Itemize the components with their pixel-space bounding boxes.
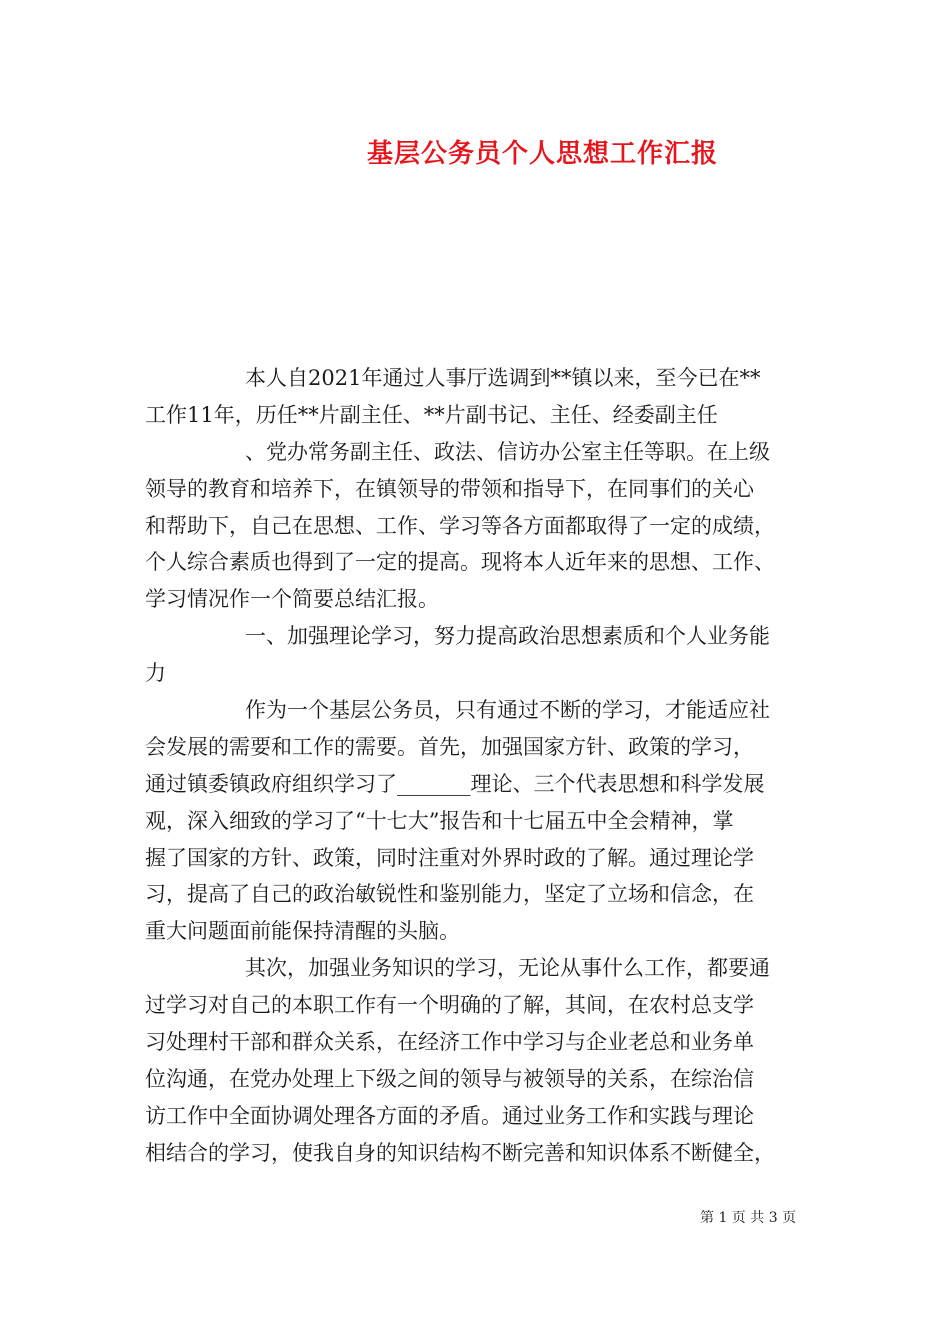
document-title: 基层公务员个人思想工作汇报	[366, 139, 718, 169]
paragraph-line: 过学习对自己的本职工作有一个明确的了解，其间，在农村总支学	[145, 993, 754, 1018]
paragraph-line: 个人综合素质也得到了一定的提高。现将本人近年来的思想、工作、	[145, 550, 775, 575]
paragraph-line: 习处理村干部和群众关系，在经济工作中学习与企业老总和业务单	[145, 1030, 754, 1055]
paragraph-line: 作为一个基层公务员，只有通过不断的学习，才能适应社	[245, 698, 770, 723]
paragraph-line: 本人自2021年通过人事厅选调到**镇以来，至今已在**	[245, 366, 761, 390]
paragraph-line: 和帮助下，自己在思想、工作、学习等各方面都取得了一定的成绩，	[145, 513, 775, 538]
paragraph-line: 相结合的学习，使我自身的知识结构不断完善和知识体系不断健全，	[145, 1140, 775, 1165]
document-body	[145, 360, 810, 1172]
paragraph-line: 学习情况作一个简要总结汇报。	[145, 587, 439, 612]
paragraph-line: 会发展的需要和工作的需要。首先，加强国家方针、政策的学习，	[145, 734, 754, 759]
paragraph-line: 位沟通，在党办处理上下级之间的领导与被领导的关系，在综治信	[145, 1066, 754, 1091]
paragraph-line: 重大问题面前能保持清醒的头脑。	[145, 919, 460, 944]
paragraph-line: 其次，加强业务知识的学习，无论从事什么工作，都要通	[245, 956, 770, 981]
paragraph-line: 握了国家的方针、政策，同时注重对外界时政的了解。通过理论学	[145, 845, 754, 870]
section-heading-line: 一、加强理论学习，努力提高政治思想素质和个人业务能	[245, 624, 770, 649]
page-indicator: 第 1 页 共 3 页	[700, 1210, 797, 1226]
paragraph-line: 领导的教育和培养下，在镇领导的带领和指导下，在同事们的关心	[145, 476, 754, 501]
section-heading-line: 力	[145, 661, 166, 686]
paragraph-line: 工作11年，历任**片副主任、**片副书记、主任、经委副主任	[145, 402, 718, 427]
paragraph-line: 习，提高了自己的政治敏锐性和鉴别能力，坚定了立场和信念，在	[145, 882, 754, 907]
paragraph-line: 、党办常务副主任、政法、信访办公室主任等职。在上级	[245, 439, 770, 464]
paragraph-line: 观，深入细致的学习了“十七大”报告和十七届五中全会精神，掌	[145, 808, 734, 833]
paragraph-line: 通过镇委镇政府组织学习了_______理论、三个代表思想和科学发展	[145, 771, 765, 796]
paragraph-line: 访工作中全面协调处理各方面的矛盾。通过业务工作和实践与理论	[145, 1103, 754, 1128]
